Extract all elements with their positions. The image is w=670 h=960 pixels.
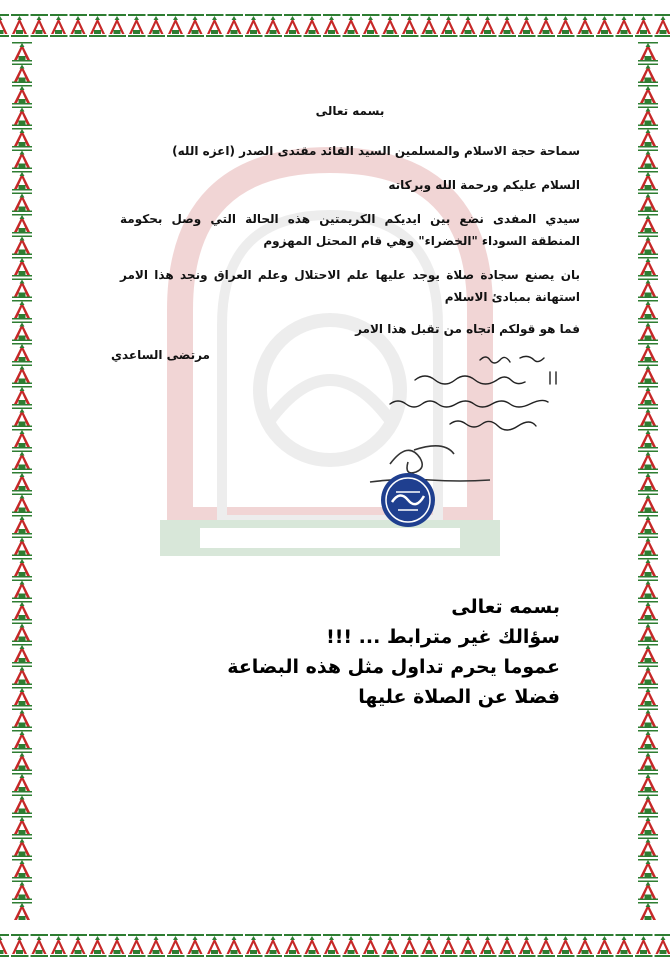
reply-transcription <box>160 592 560 712</box>
letter-greeting: السلام عليكم ورحمة الله وبركاته <box>388 178 580 192</box>
letter-basmala: بسمه تعالى <box>315 104 385 118</box>
reply-line-1: بسمه تعالى <box>451 596 560 618</box>
office-seal <box>378 470 438 530</box>
reply-line-3: عموما يحرم تداول مثل هذه البضاعة <box>227 656 560 678</box>
reply-line-2: سؤالك غير مترابط ... !!! <box>326 626 560 648</box>
letter-signer: مرتضى الساعدي <box>110 348 210 362</box>
reply-line-4: فضلا عن الصلاة عليها <box>358 686 560 708</box>
handwritten-reply-scribble <box>330 346 590 526</box>
border-bottom <box>0 920 670 960</box>
letter-paragraph-2: بان يصنع سجادة صلاة يوجد عليها علم الاحتلال وعلم العراق ونجد هذا الامر استهانة بمبادئ الاسلام <box>120 268 580 304</box>
letter-question: فما هو قولكم اتجاه من تقبل هذا الامر <box>355 322 580 336</box>
letter-paragraph-1: سيدي المفدى نضع بين ايديكم الكريمتين هذه الحالة التي وصل بحكومة المنطقة السوداء "الخضراء" وهي قام المحتل المهزوم <box>120 212 580 248</box>
border-top <box>0 0 670 40</box>
border-right <box>626 40 670 920</box>
letter-addressee: سماحة حجة الاسلام والمسلمين السيد القائد مقتدى الصدر (اعزه الله) <box>172 144 580 158</box>
border-left <box>0 40 44 920</box>
